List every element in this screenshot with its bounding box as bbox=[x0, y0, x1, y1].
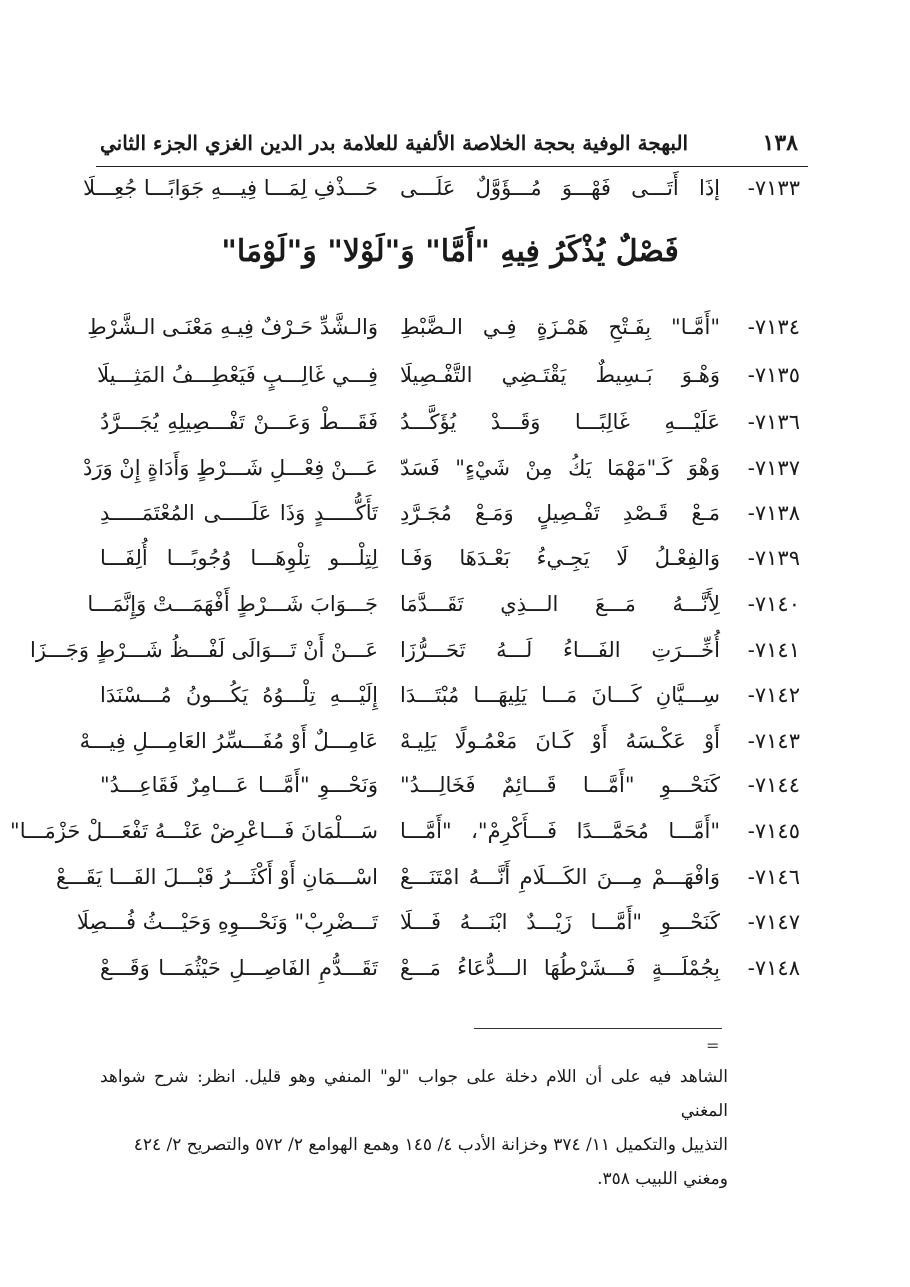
verse-row bbox=[97, 355, 800, 395]
running-title: البهجة الوفية بحجة الخلاصة الألفية للعلامة بدر الدين الغزي الجزء الثاني bbox=[100, 131, 689, 155]
verse-number: ٧١٣٤- bbox=[747, 315, 800, 339]
verse-second-hemistich: وَالـشَّدِّ حَـرْفٌ فِيـهِ مَعْنَـى الـشَّرْطِ bbox=[87, 315, 378, 339]
verse-row bbox=[100, 948, 800, 988]
verse-second-hemistich: وَنَحْـــوِ "أَمَّـــا عَـــامِرٌ فَقَاعِـــدُ" bbox=[100, 773, 378, 797]
verse-second-hemistich: عَـــنْ فِعْـــلِ شَـــرْطٍ وَأَدَاةٍ إِنْ وَرَدْ bbox=[83, 456, 378, 480]
verse-second-hemistich: إِلَيْـــهِ تِلْـــوُهُ يَكُـــونُ مُـــسْنَدَا bbox=[100, 683, 378, 707]
verse-number: ٧١٤٤- bbox=[747, 773, 800, 797]
verse-row bbox=[100, 493, 800, 533]
verse-number: ٧١٣٦- bbox=[747, 410, 800, 434]
verse-second-hemistich: سَـــلْمَانَ فَـــاعْرِضْ عَنْـــهُ تَفْعَـــلْ حَزْمَـــا" bbox=[10, 819, 378, 843]
verse-row bbox=[87, 307, 800, 347]
page-header bbox=[100, 130, 798, 166]
verse-row bbox=[100, 675, 800, 715]
verse-first-hemistich: وَافْهَـــمْ مِـــنَ الكَـــلَامِ أَنَّـــهُ امْتَنَـــعْ bbox=[400, 865, 720, 889]
verse-number: ٧١٣٥- bbox=[747, 363, 800, 387]
footnote-continuation-mark: = bbox=[706, 1036, 720, 1055]
verse-first-hemistich: بِجُمْلَـــةٍ فَـــشَرْطُهَا الـــدُّعَاءُ مَـــعْ bbox=[400, 956, 720, 980]
footnote-line: التذييل والتكميل ١١/ ٣٧٤ وخزانة الأدب ٤/ ١٤٥ وهمع الهوامع ٢/ ٥٧٢ والتصريح ٢/ ٤٢٤ bbox=[133, 1135, 728, 1155]
verse-number: ٧١٣٧- bbox=[747, 456, 800, 480]
verse-first-hemistich: "أَمَّـا" بِفَـتْحِ هَمْـزَةٍ فِـي الـضَّبْطِ bbox=[400, 315, 720, 339]
verse-row bbox=[83, 448, 800, 488]
verse-second-hemistich: تَـــضْرِبْ" وَنَحْـــوِهِ وَحَيْـــثُ فُـــصِلَا bbox=[76, 910, 378, 934]
verse-number: ٧١٤١- bbox=[747, 638, 800, 662]
verse-row bbox=[10, 811, 800, 851]
verse-number: ٧١٤٢- bbox=[747, 683, 800, 707]
verse-second-hemistich: فِـــي غَالِـــبٍ فَيَعْطِـــفُ المَثِـــيلَا bbox=[97, 363, 378, 387]
top-verse bbox=[83, 168, 800, 208]
verse-row bbox=[87, 584, 800, 624]
verse-first-hemistich: "أَمَّـــا مُحَمَّـــدًا فَـــأَكْرِمْ"، "أَمَّـــا bbox=[400, 819, 720, 843]
verse-first-hemistich: كَنَحْـــوِ "أَمَّـــا قَـــائِمٌ فَخَالِـــدُ" bbox=[400, 773, 720, 797]
verse-row bbox=[76, 902, 800, 942]
verse-row bbox=[100, 765, 800, 805]
verse-second-hemistich: عَامِـــلٌ أَوْ مُفَـــسِّرُ العَامِـــلِ فِيـــهْ bbox=[79, 729, 378, 753]
verse-row bbox=[56, 857, 800, 897]
verse-first-hemistich: سِـــيَّانِ كَـــانَ مَـــا يَلِيهَـــا مُبْتَـــدَا bbox=[400, 683, 720, 707]
verse-first-hemistich: وَالفِعْـلُ لَا يَجِـيءُ بَعْـدَهَا وَفَـا bbox=[400, 546, 720, 570]
verse-second-hemistich: عَـــنْ أَنْ تَـــوَالَى لَفْـــظُ شَـــرْطٍ وَجَـــزَا bbox=[30, 638, 378, 662]
page-number: ١٣٨ bbox=[762, 130, 798, 156]
verse-first-hemistich: لِأَنَّـــهُ مَـــعَ الـــذِي تَقَـــدَّمَا bbox=[400, 592, 720, 616]
verse-first-hemistich: مَـعْ قَـصْدِ تَفْـصِيلٍ وَمَـعْ مُجَـرَّدِ bbox=[400, 501, 720, 525]
verse-second-hemistich: حَـــذْفِ لِمَـــا فِيـــهِ جَوَابًـــا جُعِـــلَا bbox=[83, 176, 378, 200]
verse-second-hemistich: جَـــوَابَ شَـــرْطٍ أَفْهَمَـــتْ وَإِنَّمَـــا bbox=[87, 592, 378, 616]
verse-row bbox=[79, 721, 800, 761]
verse-number: ٧١٣٨- bbox=[747, 501, 800, 525]
verse-first-hemistich: إذَا أَتَـــى فَهْـــوَ مُـــؤَوَّلٌ عَلَـــى bbox=[400, 176, 720, 200]
verse-first-hemistich: عَلَيْـــهِ غَالِبًـــا وَقَـــدْ يُؤَكَّـــدُ bbox=[400, 410, 720, 434]
verse-number: ٧١٣٣- bbox=[747, 176, 800, 200]
verse-row bbox=[30, 630, 800, 670]
header-rule bbox=[96, 166, 808, 167]
footnote-line: ومغني اللبيب ٣٥٨. bbox=[597, 1169, 728, 1189]
footnote bbox=[100, 1060, 728, 1196]
verse-second-hemistich: تَقَـــدُّمِ الفَاصِـــلِ حَيْثُمَـــا وَقَـــعْ bbox=[100, 956, 378, 980]
verse-row bbox=[100, 402, 800, 442]
verse-number: ٧١٤٧- bbox=[747, 910, 800, 934]
verse-first-hemistich: وَهْـوَ بَـسِيطٌ يَقْتَـضِي التَّفْـصِيلَا bbox=[400, 363, 720, 387]
verse-first-hemistich: أُخِّـــرَتِ الفَـــاءُ لَـــهُ تَحَـــرُّزَا bbox=[400, 638, 720, 662]
verse-number: ٧١٤٦- bbox=[747, 865, 800, 889]
verse-number: ٧١٣٩- bbox=[747, 546, 800, 570]
verse-second-hemistich: اسْـــمَانِ أَوْ أَكْثَـــرُ قَبْـــلَ الفَـــا يَقَـــعْ bbox=[56, 865, 378, 889]
verse-first-hemistich: أَوْ عَكْـسَهُ أَوْ كَـانَ مَعْمُـولًا يَلِيـهْ bbox=[400, 729, 720, 753]
verse-second-hemistich: فَقَـــطْ وَعَـــنْ تَفْـــصِيلِهِ يُجَـــرَّدُ bbox=[100, 410, 378, 434]
verse-row bbox=[100, 538, 800, 578]
verse-number: ٧١٤٣- bbox=[747, 729, 800, 753]
footnote-rule bbox=[474, 1028, 722, 1029]
footnote-line: الشاهد فيه على أن اللام دخلة على جواب "لو" المنفي وهو قليل. انظر: شرح شواهد المغني bbox=[100, 1067, 728, 1121]
verse-second-hemistich: لِتِلْـــو تِلْوِهَـــا وُجُوبًـــا أُلِفَـــا bbox=[100, 546, 378, 570]
verse-first-hemistich: كَنَحْـــوِ "أَمَّـــا زَيْـــدٌ ابْنَـــهُ فَـــلَا bbox=[400, 910, 720, 934]
verse-number: ٧١٤٥- bbox=[747, 819, 800, 843]
verse-second-hemistich: تَأَكُّـــــدٍ وَذَا عَلَـــــى المُعْتَمَـــــدِ bbox=[100, 501, 378, 525]
chapter-title: فَصْلٌ يُذْكَرُ فِيهِ "أَمَّا" وَ"لَوْلا" وَ"لَوْمَا" bbox=[221, 234, 679, 269]
verse-number: ٧١٤٨- bbox=[747, 956, 800, 980]
verse-first-hemistich: وَهْوَ كَـ"مَهْمَا يَكُ مِنْ شَيْءٍ" فَسَدّ bbox=[400, 456, 720, 480]
verse-number: ٧١٤٠- bbox=[747, 592, 800, 616]
